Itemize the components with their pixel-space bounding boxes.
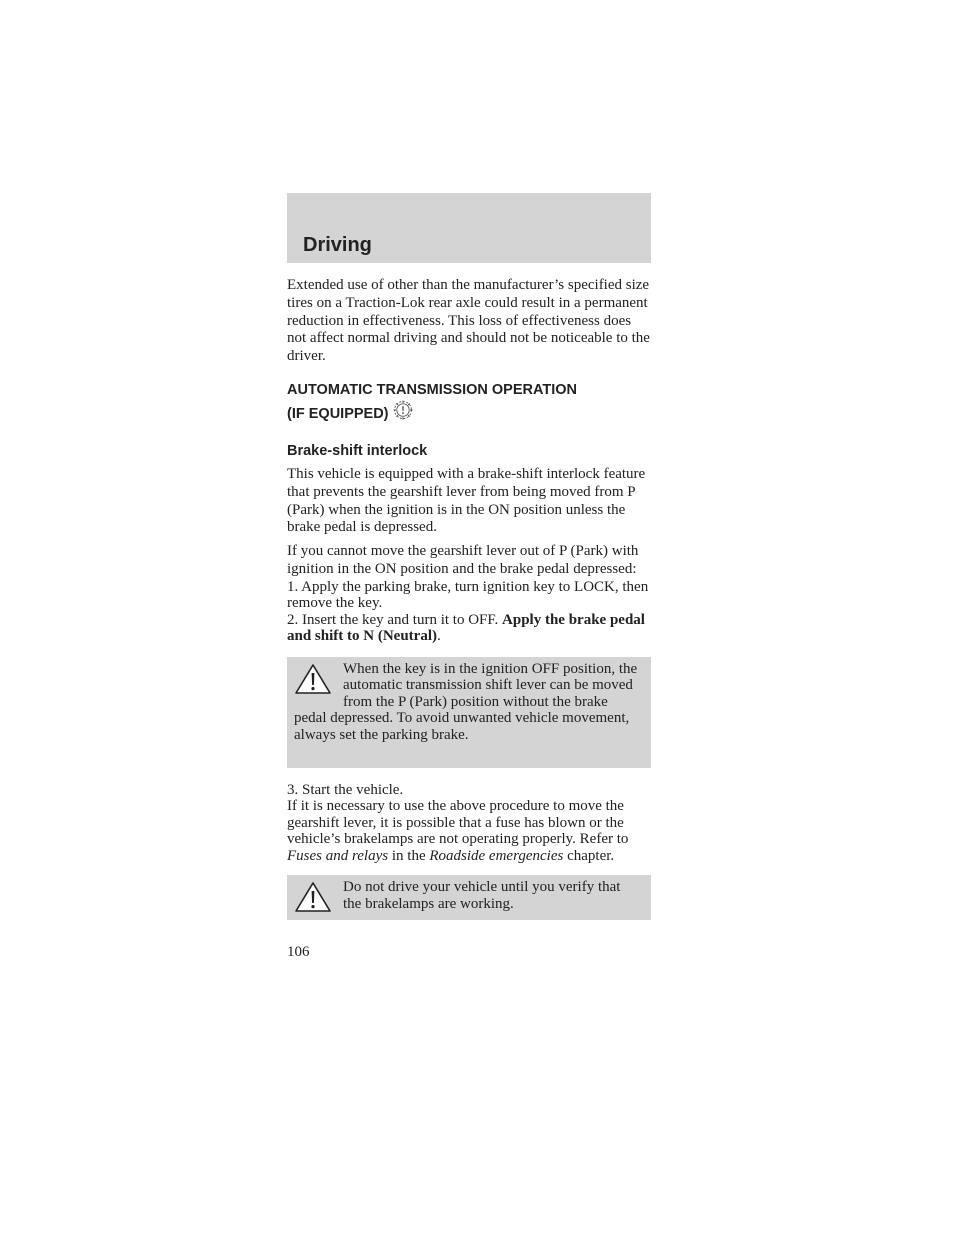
chapter-header-band (287, 193, 651, 263)
step-2-text: 2. Insert the key and turn it to OFF. (287, 611, 503, 628)
warning-text-shift-lever: When the key is in the ignition OFF position, the automatic transmission shift lever can be moved from the P (Park) position without the brake pedal depressed. To avoid unwanted vehicle movement, always set the parking brake. (294, 660, 638, 743)
fuse-paragraph-text-a: If it is necessary to use the above procedure to move the gearshift lever, it is possible that a fuse has blown or the vehicle’s brakelamps are not operating properly. Refer to (287, 798, 629, 848)
chapter-title: Driving (303, 234, 372, 256)
warning-text-brakelamps: Do not drive your vehicle until you verify that the brakelamps are working. (343, 879, 621, 912)
fuse-paragraph-text-c: chapter. (563, 847, 615, 864)
step-2-emphasis: Apply the brake pedal and shift to N (Neutral) (287, 611, 645, 645)
manual-page (287, 193, 651, 961)
intro-paragraph: Extended use of other than the manufacturer’s specified size tires on a Traction-Lok rear axle could result in a permanent reduction in effectiveness. This loss of effectiveness does not affect normal driving and should not be noticeable to the driver. (287, 277, 650, 365)
section-heading-line1: AUTOMATIC TRANSMISSION OPERATION (287, 381, 577, 398)
warning-box-brakelamps (287, 875, 651, 920)
gear-icon (392, 399, 414, 427)
warning-triangle-icon (294, 663, 332, 695)
step-2 (287, 612, 651, 645)
reference-roadside-emergencies: Roadside emergencies (429, 847, 564, 864)
section-heading-line2-wrap (287, 400, 651, 428)
step-3: 3. Start the vehicle. (287, 781, 404, 798)
fuse-paragraph-text-b: in the (388, 847, 430, 864)
interlock-description: This vehicle is equipped with a brake-shift interlock feature that prevents the gearshift lever from being moved from P (Park) when the ignition is in the ON position unless the brake pedal is depressed. (287, 465, 646, 536)
interlock-condition: If you cannot move the gearshift lever out of P (Park) with ignition in the ON position and the brake pedal depressed: (287, 543, 639, 577)
step-1: 1. Apply the parking brake, turn ignition key to LOCK, then remove the key. (287, 578, 649, 612)
step-2-end: . (437, 628, 441, 645)
fuse-paragraph (287, 798, 651, 864)
page-number: 106 (287, 944, 310, 961)
section-heading-line2: (IF EQUIPPED) (287, 405, 389, 422)
section-heading (287, 381, 651, 428)
warning-triangle-icon (294, 881, 332, 913)
warning-box-shift-lever (287, 657, 651, 768)
subheading-brake-shift-interlock: Brake-shift interlock (287, 442, 428, 459)
reference-fuses-and-relays: Fuses and relays (287, 847, 389, 864)
